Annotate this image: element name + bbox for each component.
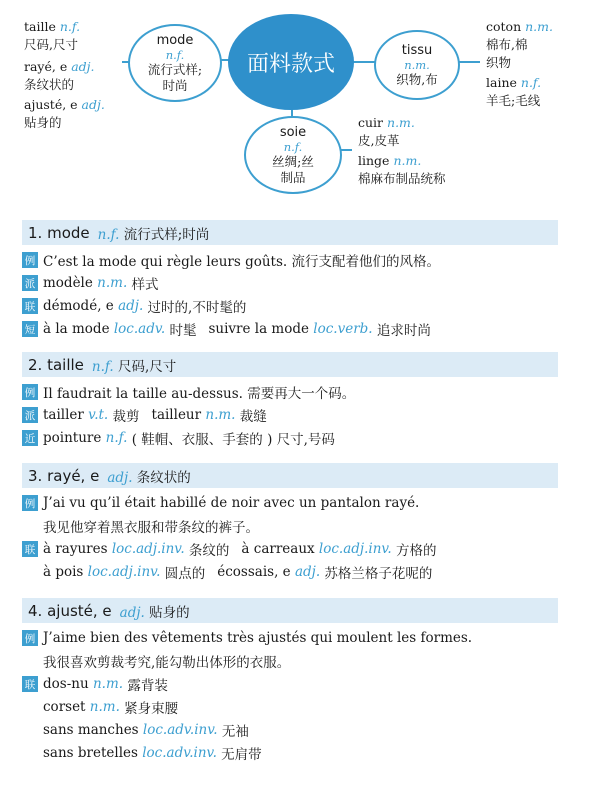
pos-label: adj.	[294, 564, 321, 580]
entry-text: 无袖	[217, 724, 249, 740]
row-tag-holder	[22, 428, 43, 448]
entry-line	[43, 674, 168, 694]
tissu-bubble	[374, 30, 460, 100]
entry-text: Il faudrait la taille au-dessus. 需要再大一个码。	[43, 386, 356, 402]
entry-text: 我见他穿着黑衣服和带条纹的裤子。	[43, 520, 259, 536]
word: mode	[156, 32, 194, 48]
entry-text: 紧身束腰	[119, 701, 179, 717]
entry-text: pointure	[43, 430, 106, 446]
entry-text: 过时的,不时髦的	[143, 300, 247, 316]
category-tag-icon: 联	[22, 676, 38, 692]
meaning: 皮,皮革	[358, 133, 400, 148]
word: cuir	[358, 115, 384, 130]
entry-text: à carreaux	[241, 541, 319, 557]
entry-text: à pois	[43, 564, 88, 580]
entry-text: sans manches	[43, 722, 143, 738]
category-tag-icon: 例	[22, 630, 38, 646]
word: tissu	[401, 42, 433, 58]
row-tag-holder	[22, 296, 43, 316]
soie-bubble	[244, 116, 342, 194]
row-tag-holder	[22, 493, 43, 513]
category-tag-icon: 派	[22, 407, 38, 423]
meaning-line-2: 制品	[280, 169, 306, 185]
meaning: 织物,布	[396, 71, 438, 87]
pos-label: adj.	[71, 59, 95, 74]
entry-line	[43, 697, 178, 717]
center-topic	[228, 14, 354, 110]
word: ajusté, e	[24, 97, 78, 112]
map-right-item-1	[486, 18, 553, 72]
entry-text: suivre la mode	[208, 321, 314, 337]
pos-label: n.f.	[91, 358, 114, 375]
pos-label: n.m.	[89, 699, 120, 715]
entry-headword: 2. taille	[28, 355, 84, 374]
section-header	[22, 463, 558, 488]
entry-line	[43, 720, 249, 740]
entry-headword: 1. mode	[28, 223, 90, 242]
entry-text: à la mode	[43, 321, 114, 337]
pos-label: loc.verb.	[313, 321, 373, 337]
entry-text: C’est la mode qui règle leurs goûts. 流行支配着他们的风格。	[43, 254, 440, 270]
pos-label: adj.	[107, 469, 133, 486]
word: soie	[279, 124, 307, 140]
category-tag-icon: 派	[22, 275, 38, 291]
entry-text: 样式	[127, 277, 159, 293]
meaning: 棉麻布制品统称	[358, 171, 446, 186]
entry-text: J’aime bien des vêtements très ajustés qui moulent les formes.	[43, 630, 473, 646]
pos-label: n.m.	[92, 676, 124, 692]
entry-definition	[120, 601, 190, 621]
word: coton	[486, 19, 522, 34]
section-header	[22, 352, 558, 377]
row-tag-holder	[22, 273, 43, 293]
entry-line	[43, 562, 432, 582]
meaning: 条纹状的	[24, 77, 75, 92]
category-tag-icon: 联	[22, 298, 38, 314]
word: linge	[358, 153, 390, 168]
entry-text: modèle	[43, 275, 98, 291]
entry-line	[43, 516, 259, 536]
pos-label: n.f.	[520, 75, 542, 90]
entry-line	[43, 382, 355, 402]
pos-label: n.m.	[97, 275, 128, 291]
entry-headword: 4. ajusté, e	[28, 601, 112, 620]
meaning: 贴身的	[24, 115, 62, 130]
meaning-line-2: 时尚	[162, 77, 188, 93]
section-header	[22, 220, 558, 245]
meaning-line-1: 丝绸;丝	[272, 153, 314, 169]
entry-line	[43, 651, 290, 671]
entry-definition	[92, 355, 176, 375]
entry-text: 露背装	[123, 678, 168, 694]
pos-label: adj.	[119, 604, 145, 621]
entry-text: écossais, e	[217, 564, 295, 580]
entry-line	[43, 493, 419, 513]
row-tag-holder	[22, 628, 43, 648]
entry-text: 圆点的	[160, 566, 206, 582]
row-tag-holder	[22, 250, 43, 270]
entry-line	[43, 319, 431, 339]
pos-label: n.m.	[525, 19, 553, 34]
section-header	[22, 598, 558, 623]
pos-label: n.f.	[283, 139, 303, 154]
entry-text: sans bretelles	[43, 745, 143, 761]
entry-text: 苏格兰格子花呢的	[320, 566, 433, 582]
meaning-line-2: 织物	[486, 55, 512, 70]
entry-line	[43, 296, 246, 316]
category-tag-icon: 联	[22, 541, 38, 557]
pos-label: v.t.	[88, 407, 109, 423]
row-tag-holder	[22, 405, 43, 425]
entry-text: 我很喜欢剪裁考究,能勾勒出体形的衣服。	[43, 655, 291, 671]
map-left-item-2	[24, 58, 95, 94]
entry-text: tailleur	[151, 407, 206, 423]
entry-text: J’ai vu qu’il était habillé de noir avec un pantalon rayé.	[43, 495, 420, 511]
pos-label: loc.adv.inv.	[142, 722, 218, 738]
entry-line	[43, 743, 262, 763]
category-tag-icon: 例	[22, 252, 38, 268]
pos-label: loc.adv.inv.	[142, 745, 217, 761]
entry-text: 追求时尚	[372, 323, 431, 339]
meaning-line-1: 流行式样;	[147, 61, 203, 77]
entry-line	[43, 628, 472, 648]
meaning: 尺码,尺寸	[24, 37, 78, 52]
pos-label: adj.	[81, 97, 105, 112]
pos-label: loc.adj.inv.	[318, 541, 392, 557]
center-topic-label: 面料款式	[246, 51, 335, 77]
pos-label: n.m.	[404, 57, 430, 72]
entry-text: 裁剪	[108, 409, 140, 425]
pos-label: loc.adj.inv.	[87, 564, 161, 580]
entry-text: tailler	[43, 407, 89, 423]
map-right-item-2	[486, 74, 541, 110]
mode-bubble	[128, 24, 222, 102]
entry-meaning: 条纹状的	[132, 469, 191, 486]
entry-line	[43, 539, 437, 559]
category-tag-icon: 近	[22, 430, 38, 446]
pos-label: loc.adv.	[113, 321, 166, 337]
entry-text: démodé, e	[43, 298, 119, 314]
map-bottom-item-2	[358, 152, 446, 188]
map-left-item-1	[24, 18, 80, 54]
word: laine	[486, 75, 517, 90]
entry-text: dos-nu	[43, 676, 93, 692]
entry-text: à rayures	[43, 541, 112, 557]
pos-label: n.f.	[165, 47, 185, 62]
entry-definition	[107, 466, 190, 486]
pos-label: n.m.	[387, 115, 415, 130]
entry-meaning: 流行式样;时尚	[119, 226, 210, 243]
meaning: 羊毛;毛线	[486, 93, 541, 108]
pos-label: n.m.	[205, 407, 236, 423]
entry-headword: 3. rayé, e	[28, 466, 100, 485]
pos-label: adj.	[118, 298, 144, 314]
pos-label: n.m.	[393, 153, 422, 168]
map-bottom-item-1	[358, 114, 415, 150]
entry-meaning: 贴身的	[144, 604, 190, 621]
word: rayé, e	[24, 59, 68, 74]
category-tag-icon: 例	[22, 495, 38, 511]
entry-line	[43, 405, 267, 425]
meaning-line-1: 棉布,棉	[486, 37, 528, 52]
row-tag-holder	[22, 319, 43, 339]
entry-text: 时髦	[165, 323, 197, 339]
entry-text: 方格的	[391, 543, 437, 559]
entry-meaning: 尺码,尺寸	[113, 358, 177, 375]
category-tag-icon: 例	[22, 384, 38, 400]
row-tag-holder	[22, 539, 43, 559]
pos-label: n.f.	[97, 226, 120, 243]
map-left-item-3	[24, 96, 105, 132]
entry-text: corset	[43, 699, 90, 715]
entry-line	[43, 428, 335, 448]
pos-label: loc.adj.inv.	[111, 541, 185, 557]
entry-text: ( 鞋帽、衣服、手套的 ) 尺寸,号码	[127, 432, 335, 448]
row-tag-holder	[22, 674, 43, 694]
pos-label: n.f.	[105, 430, 128, 446]
category-tag-icon: 短	[22, 321, 38, 337]
entry-text: 裁缝	[235, 409, 267, 425]
entry-text: 条纹的	[184, 543, 230, 559]
entry-line	[43, 273, 159, 293]
row-tag-holder	[22, 382, 43, 402]
pos-label: n.f.	[59, 19, 81, 34]
entry-text: 无肩带	[216, 747, 262, 763]
entry-definition	[98, 223, 210, 243]
word: taille	[24, 19, 56, 34]
entry-line	[43, 250, 440, 270]
